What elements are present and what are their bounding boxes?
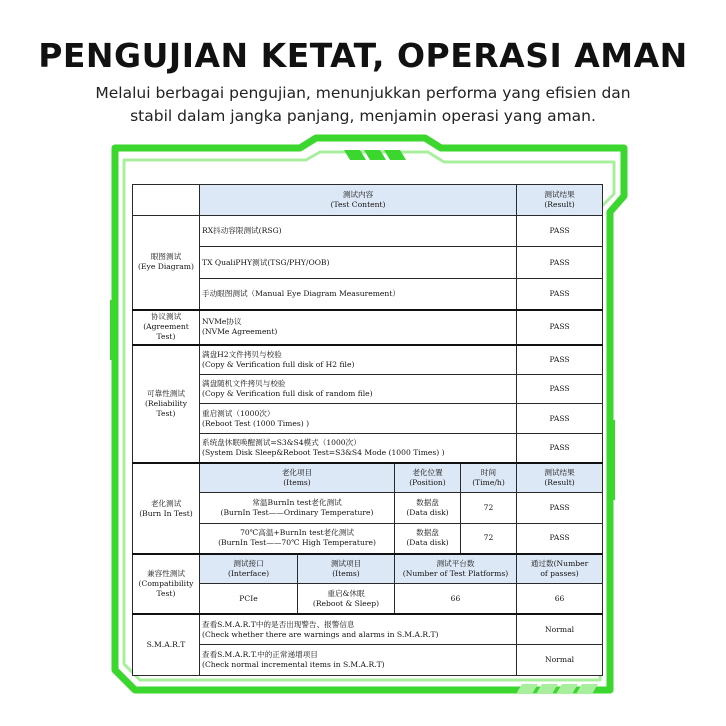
test-item: 系统盘休眠唤醒测试=S3&S4模式（1000次） (System Disk Sleep&Reboot Test=S3&S4 Mode (1000 Times) ) (200, 434, 517, 464)
burnin-position: 数据盘 (Data disk) (395, 523, 461, 554)
result-cell: PASS (517, 523, 603, 554)
test-item: 重启测试（1000次） (Reboot Test (1000 Times) ) (200, 404, 517, 434)
frame-top-stripes (344, 150, 406, 160)
compat-passes: 66 (517, 584, 603, 615)
result-cell: PASS (517, 310, 603, 345)
frame-right-accent (610, 420, 615, 500)
test-item: 查看S.M.A.R.T中的是否出现警告、报警信息 (Check whether there are warnings and alarms in S.M.A.R.T) (200, 614, 517, 645)
category-agreement: 协议测试 (Agreement Test) (133, 310, 200, 345)
category-eye-diagram: 眼图测试 (Eye Diagram) (133, 215, 200, 310)
compat-platforms-header: 测试平台数 (Number of Test Platforms) (395, 554, 517, 584)
compat-interface: PCIe (200, 584, 298, 615)
burnin-time: 72 (461, 523, 517, 554)
test-item: 满盘随机文件拷贝与校验 (Copy & Verification full disk of random file) (200, 374, 517, 404)
test-item: RX抖动容限测试(RSG) (200, 215, 517, 247)
compat-passes-header: 通过数(Number of passes) (517, 554, 603, 584)
result-cell: PASS (517, 493, 603, 524)
test-item: NVMe协议 (NVMe Agreement) (200, 310, 517, 345)
subtitle-line-1: Melalui berbagai pengujian, menunjukkan performa yang efisien dan (95, 84, 631, 102)
burnin-result-header: 测试结果 (Result) (517, 463, 603, 493)
burnin-item: 常温BurnIn test老化测试 (BurnIn Test——Ordinary Temperature) (200, 493, 395, 524)
test-content-header: 测试内容 (Test Content) (200, 185, 517, 216)
test-item: 满盘H2文件拷贝与校验 (Copy & Verification full disk of H2 file) (200, 345, 517, 375)
frame-left-accent (110, 300, 115, 360)
corner-cell (133, 185, 200, 216)
burnin-position: 数据盘 (Data disk) (395, 493, 461, 524)
result-cell: PASS (517, 404, 603, 434)
burnin-position-header: 老化位置 (Position) (395, 463, 461, 493)
result-header: 测试结果 (Result) (517, 185, 603, 216)
category-smart: S.M.A.R.T (133, 614, 200, 675)
result-cell: PASS (517, 345, 603, 375)
category-reliability: 可靠性测试 (Reliability Test) (133, 345, 200, 463)
result-cell: Normal (517, 645, 603, 676)
compat-interface-header: 测试接口 (Interface) (200, 554, 298, 584)
subtitle-line-2: stabil dalam jangka panjang, menjamin operasi yang aman. (130, 107, 596, 125)
page-title: PENGUJIAN KETAT, OPERASI AMAN (38, 36, 688, 75)
result-cell: Normal (517, 614, 603, 645)
result-cell: PASS (517, 374, 603, 404)
burnin-items-header: 老化项目 (Items) (200, 463, 395, 493)
test-item: TX QualiPHY测试(TSG/PHY/OOB) (200, 247, 517, 279)
burnin-time-header: 时间 (Time/h) (461, 463, 517, 493)
burnin-item: 70℃高温+BurnIn test老化测试 (BurnIn Test——70℃ High Temperature) (200, 523, 395, 554)
test-item: 手动眼图测试（Manual Eye Diagram Measurement） (200, 278, 517, 310)
test-item: 查看S.M.A.R.T.中的正常递增项目 (Check normal incremental items in S.M.A.R.T) (200, 645, 517, 676)
burnin-time: 72 (461, 493, 517, 524)
result-cell: PASS (517, 215, 603, 247)
result-cell: PASS (517, 278, 603, 310)
category-burn-in: 老化测试 (Burn In Test) (133, 463, 200, 554)
result-cell: PASS (517, 434, 603, 464)
compat-items-header: 测试项目 (Items) (298, 554, 395, 584)
result-cell: PASS (517, 247, 603, 279)
compat-platforms: 66 (395, 584, 517, 615)
test-report-table (132, 184, 602, 676)
compat-items: 重启&休眠 (Reboot & Sleep) (298, 584, 395, 615)
category-compatibility: 兼容性测试 (Compatibility Test) (133, 554, 200, 614)
